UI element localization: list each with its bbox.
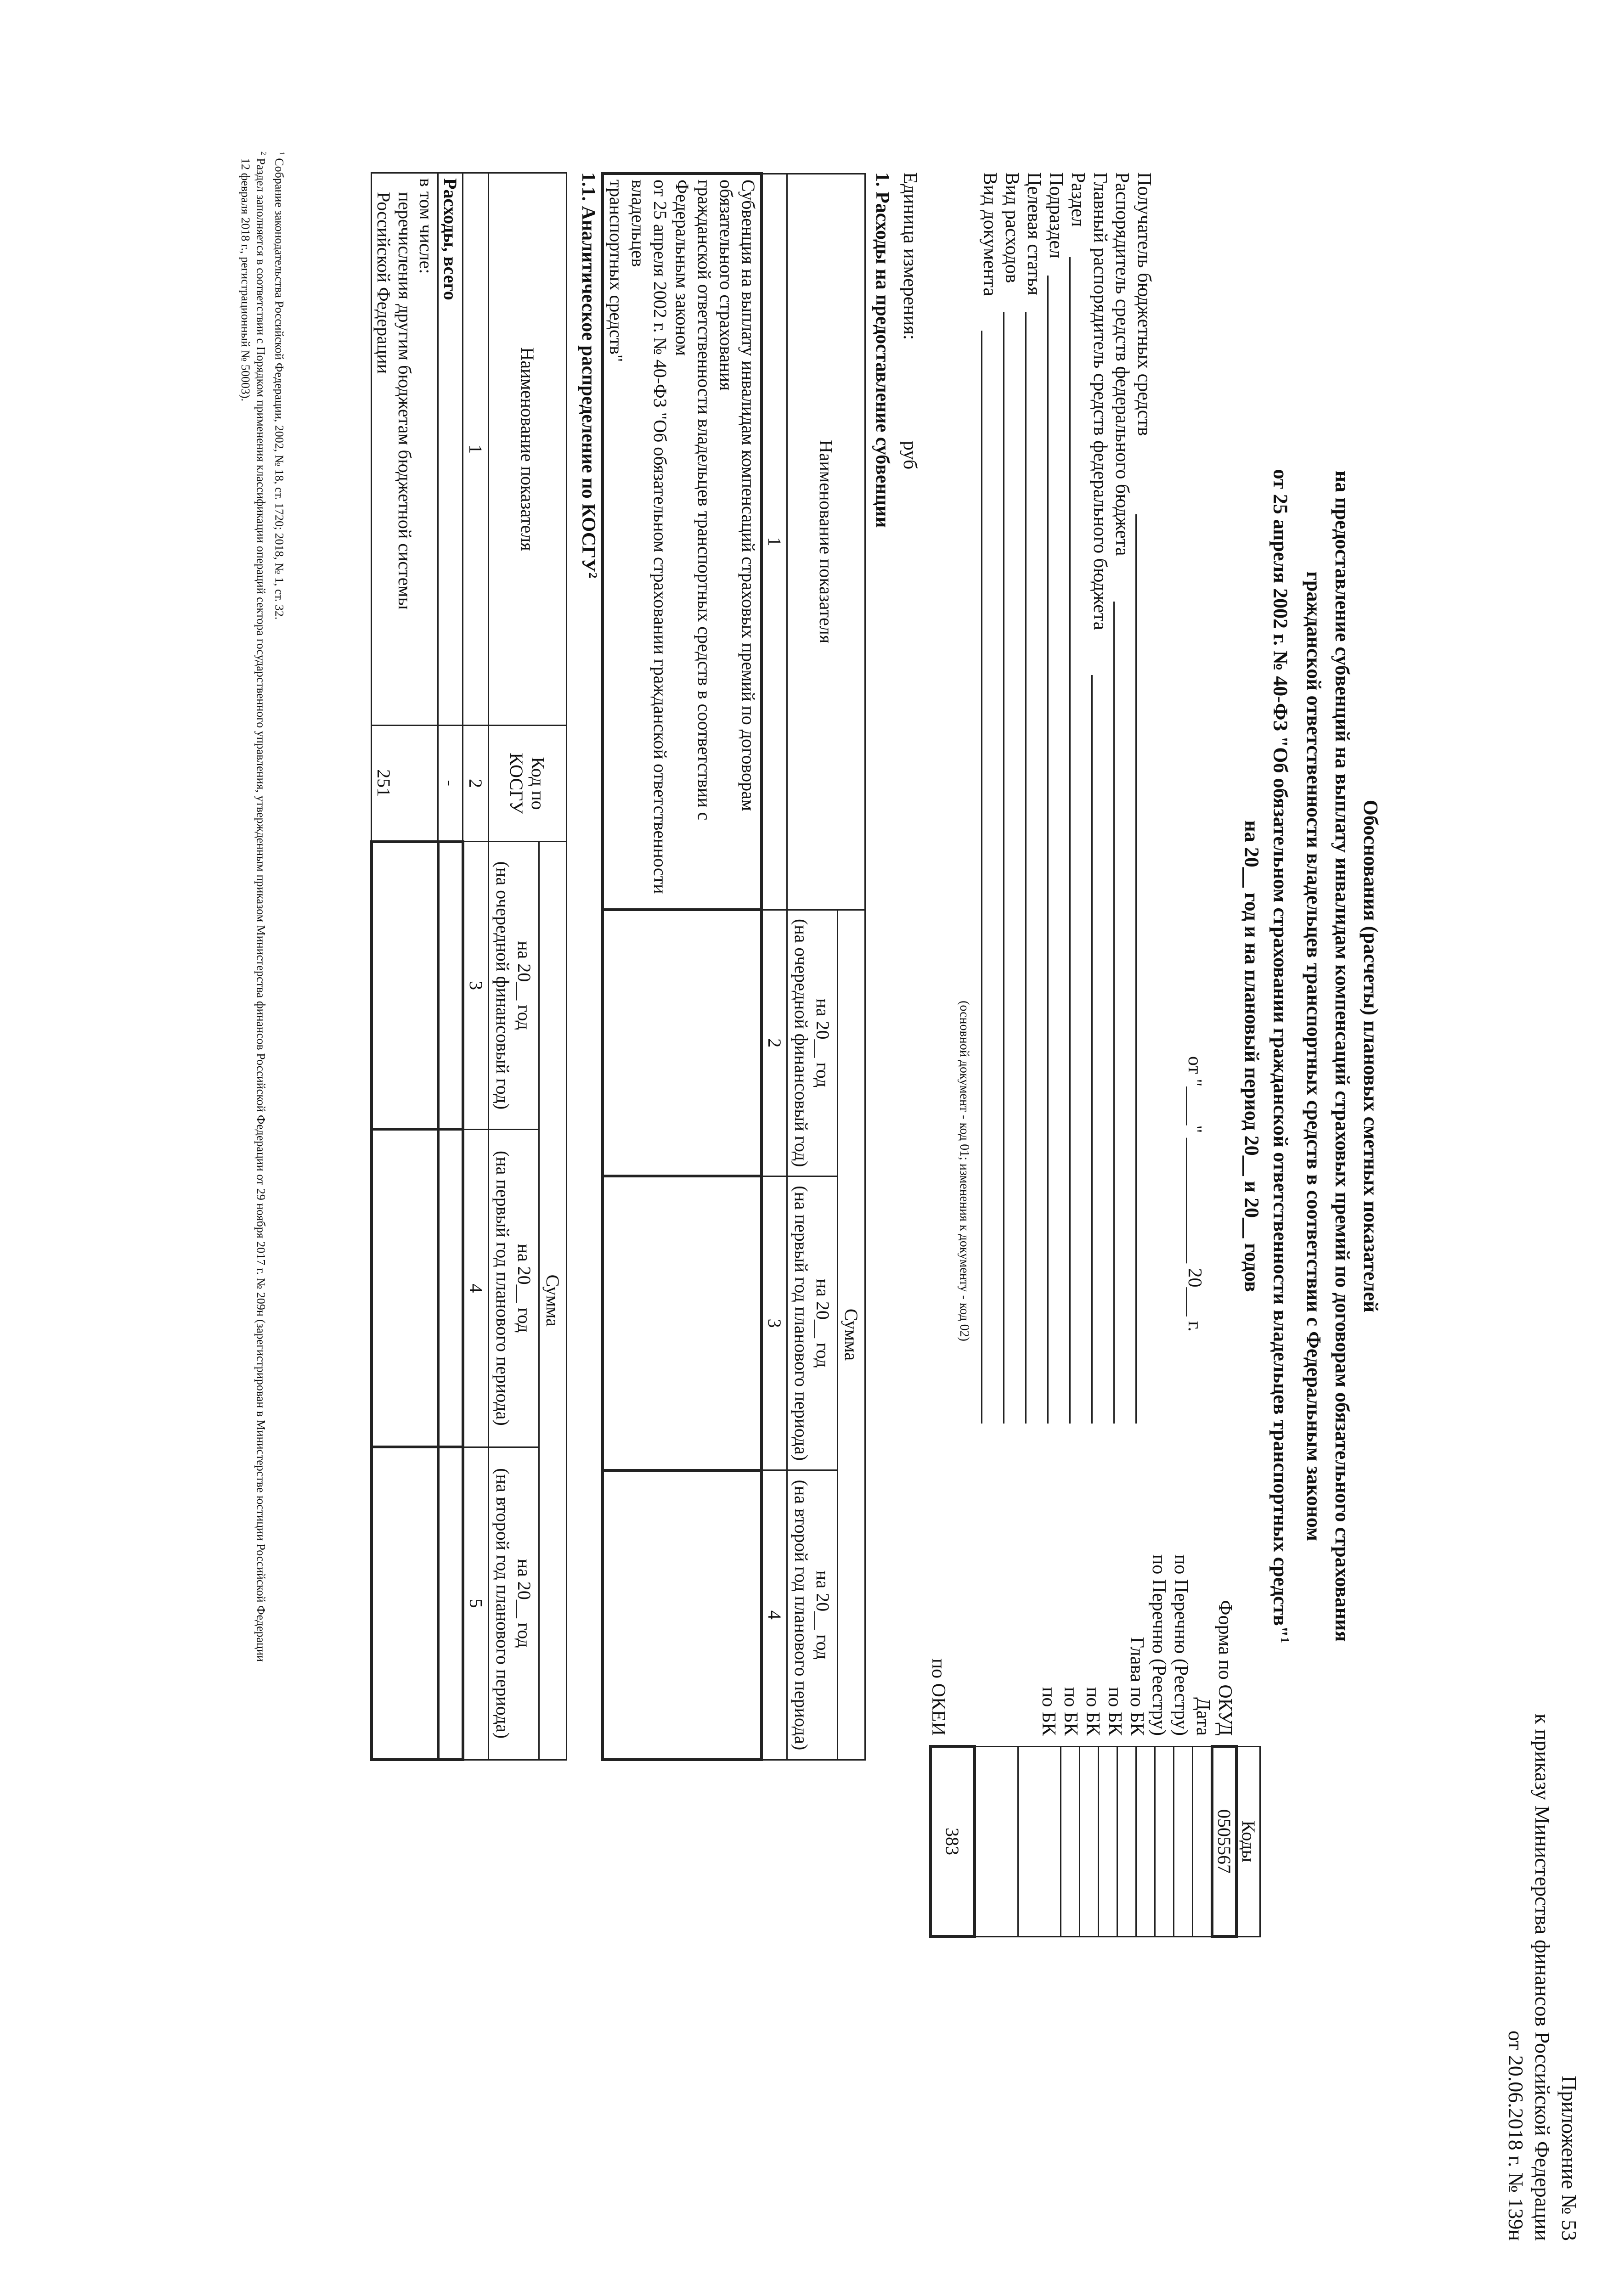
codes-label: по Перечню (Реестру)	[1170, 1554, 1191, 1736]
field-line	[1113, 602, 1115, 1424]
codes-value	[1080, 1746, 1099, 1936]
year-label: на 20__ год	[812, 1570, 834, 1660]
footnotes	[237, 152, 289, 2172]
s11-num: 1	[463, 173, 489, 726]
field-line	[1135, 514, 1137, 1424]
codes-value	[1099, 1746, 1117, 1936]
field-line	[1091, 675, 1093, 1424]
section11-table	[370, 172, 567, 1761]
s1-header-year1: на 20__ год (на очередной финансовый год)	[787, 910, 838, 1176]
s11-num: 3	[463, 842, 489, 1130]
s1-num: 4	[762, 1470, 787, 1760]
s1-cell	[603, 1176, 762, 1470]
field-doc-type: Вид документа	[979, 172, 1000, 297]
title-line-4: от 25 апреля 2002 г. № 40-ФЗ "Об обязательном страховании гражданской ответственности владельцев транспортных средств"$^1$	[1269, 469, 1292, 1643]
s11-cell	[372, 1447, 438, 1760]
s1-cell	[603, 910, 762, 1176]
codes-label: по БК	[1082, 1687, 1103, 1736]
codes-label: по БК	[1038, 1687, 1059, 1736]
year-label: на 20__ год	[812, 1278, 834, 1368]
s11-row-name: Расходы, всего	[438, 173, 463, 726]
codes-value	[1193, 1746, 1213, 1936]
unit-label: Единица измерения:	[899, 172, 920, 340]
field-expense-type: Вид расходов	[1001, 172, 1022, 283]
section11-title: 1.1. Аналитическое распределение по КОСГУ$^2$	[578, 172, 599, 579]
s11-num: 5	[463, 1447, 489, 1760]
s11-row-code: -	[438, 726, 463, 842]
s1-header-year3: на 20__ год (на второй год планового периода)	[787, 1470, 838, 1760]
s11-header-code: Код по КОСГУ	[489, 726, 567, 842]
codes-value	[975, 1746, 1018, 1936]
s1-header-year2: на 20__ год (на первый год планового периода)	[787, 1176, 838, 1470]
codes-table	[929, 1745, 1261, 1938]
codes-label: Форма по ОКУД	[1214, 1600, 1235, 1736]
s1-header-name: Наименование показателя	[787, 174, 865, 910]
s1-row-name: Субвенция на выплату инвалидам компенсаций страховых премий по договорам обязательного страхования гражданской ответственности владельцев транспортных средств в соответствии с Федеральным законом от 25 апреля 2002 г. № 40-ФЗ "Об обязательном страховании гражданской ответственности владельцев транспортных средств"	[603, 174, 762, 910]
document-title	[1237, 367, 1385, 1745]
field-line	[1025, 312, 1027, 1424]
s11-cell	[438, 842, 463, 1130]
s11-row-name: в том числе: перечисления другим бюджетам бюджетной системы Российской Федерации	[372, 173, 438, 726]
field-line	[1003, 312, 1004, 1424]
codes-value	[1117, 1746, 1136, 1936]
year-label: на 20__ год	[514, 1244, 535, 1333]
title-line-1: Обоснования (расчеты) плановых сметных показателей	[1360, 799, 1382, 1313]
appendix-header	[1502, 1598, 1582, 2241]
year-label: на 20__ год	[514, 1559, 535, 1648]
footnote-1: $^1$ Собрание законодательства Российской Федерации, 2002, № 18, ст. 1720; 2018, № 1, ст. 32.	[272, 152, 286, 620]
codes-header: Коды	[1236, 1746, 1260, 1936]
s1-cell	[603, 1470, 762, 1760]
section1-title: 1. Расходы на предоставление субвенции	[872, 172, 893, 528]
s11-row-code: 251	[372, 726, 438, 842]
s11-cell	[438, 1129, 463, 1447]
s1-header-sum: Сумма	[838, 910, 865, 1760]
s1-num: 3	[762, 1176, 787, 1470]
field-target-article: Целевая статья	[1023, 172, 1044, 296]
s1-num: 1	[762, 174, 787, 910]
codes-label: по БК	[1104, 1687, 1125, 1736]
codes-value	[1155, 1746, 1174, 1936]
doc-type-note: (основной документ - код 01; изменения к документу - код 02)	[957, 1001, 971, 1341]
field-subsection: Подраздел	[1045, 172, 1066, 259]
footnote-2: $^2$ Раздел заполняется в соответствии с Порядком применения классификации операций сектора государственного управления, утвержденным приказом Министерства финансов Российской Федерации от 29 ноября 2017 г. № 209н (зарегистрирован в Министерстве юстиции Российской Федерации	[254, 152, 268, 1662]
codes-label: Дата	[1192, 1697, 1213, 1736]
fields-block	[979, 172, 1155, 630]
appendix-number: Приложение № 53	[1557, 2076, 1581, 2241]
field-section: Раздел	[1067, 172, 1089, 227]
field-manager: Распорядитель средств федерального бюджета	[1111, 172, 1133, 556]
codes-value	[1061, 1746, 1080, 1936]
field-line	[981, 331, 982, 1424]
s11-header-year3: на 20__ год (на второй год планового периода)	[489, 1447, 539, 1760]
year-label: на 20__ год	[514, 941, 535, 1030]
codes-value	[1174, 1746, 1193, 1936]
footnote-2-cont: 12 февраля 2018 г., регистрационный № 50003).	[238, 158, 252, 401]
codes-label: по ОКЕИ	[928, 1658, 949, 1736]
document-page	[103, 92, 1619, 2296]
appendix-order: к приказу Министерства финансов Российской Федерации	[1531, 1713, 1554, 2241]
s11-cell	[372, 1129, 438, 1447]
codes-label: Глава по БК	[1126, 1637, 1147, 1736]
codes-value: 383	[931, 1746, 975, 1936]
title-line-5: на 20__ год и на плановый период 20__ и 20__ годов	[1241, 820, 1264, 1292]
s11-header-name: Наименование показателя	[489, 173, 567, 726]
field-line	[1047, 276, 1049, 1424]
unit-value: руб	[899, 441, 920, 470]
codes-value: 0505567	[1212, 1746, 1236, 1936]
codes-label: по Перечню (Реестру)	[1148, 1554, 1169, 1736]
codes-value	[1136, 1746, 1155, 1936]
s11-cell	[372, 842, 438, 1130]
field-line	[1069, 257, 1071, 1424]
s11-num: 4	[463, 1129, 489, 1447]
s11-num: 2	[463, 726, 489, 842]
section1-table	[601, 172, 866, 1761]
year-label: на 20__ год	[812, 998, 834, 1088]
date-line: от "____" _____________ 20___ г.	[1184, 1056, 1205, 1332]
codes-label: по БК	[1060, 1687, 1081, 1736]
s1-num: 2	[762, 910, 787, 1176]
s11-header-year1: на 20__ год (на очередной финансовый год)	[489, 842, 539, 1130]
title-line-2: на предоставление субвенций на выплату инвалидам компенсаций страховых премий по договорам обязательного страхования	[1331, 470, 1354, 1642]
s11-cell	[438, 1447, 463, 1760]
field-chief-manager: Главный распорядитель средств федерального бюджета	[1089, 172, 1111, 630]
field-recipient: Получатель бюджетных средств	[1134, 172, 1155, 436]
codes-value	[1018, 1746, 1061, 1936]
codes-labels	[927, 1446, 1236, 1736]
title-line-3: гражданской ответственности владельцев транспортных средств в соответствии с Федеральным законом	[1303, 571, 1325, 1541]
appendix-date: от 20.06.2018 г. № 139н	[1504, 2030, 1528, 2241]
s11-header-year2: на 20__ год (на первый год планового периода)	[489, 1129, 539, 1447]
s11-header-sum: Сумма	[539, 842, 567, 1760]
